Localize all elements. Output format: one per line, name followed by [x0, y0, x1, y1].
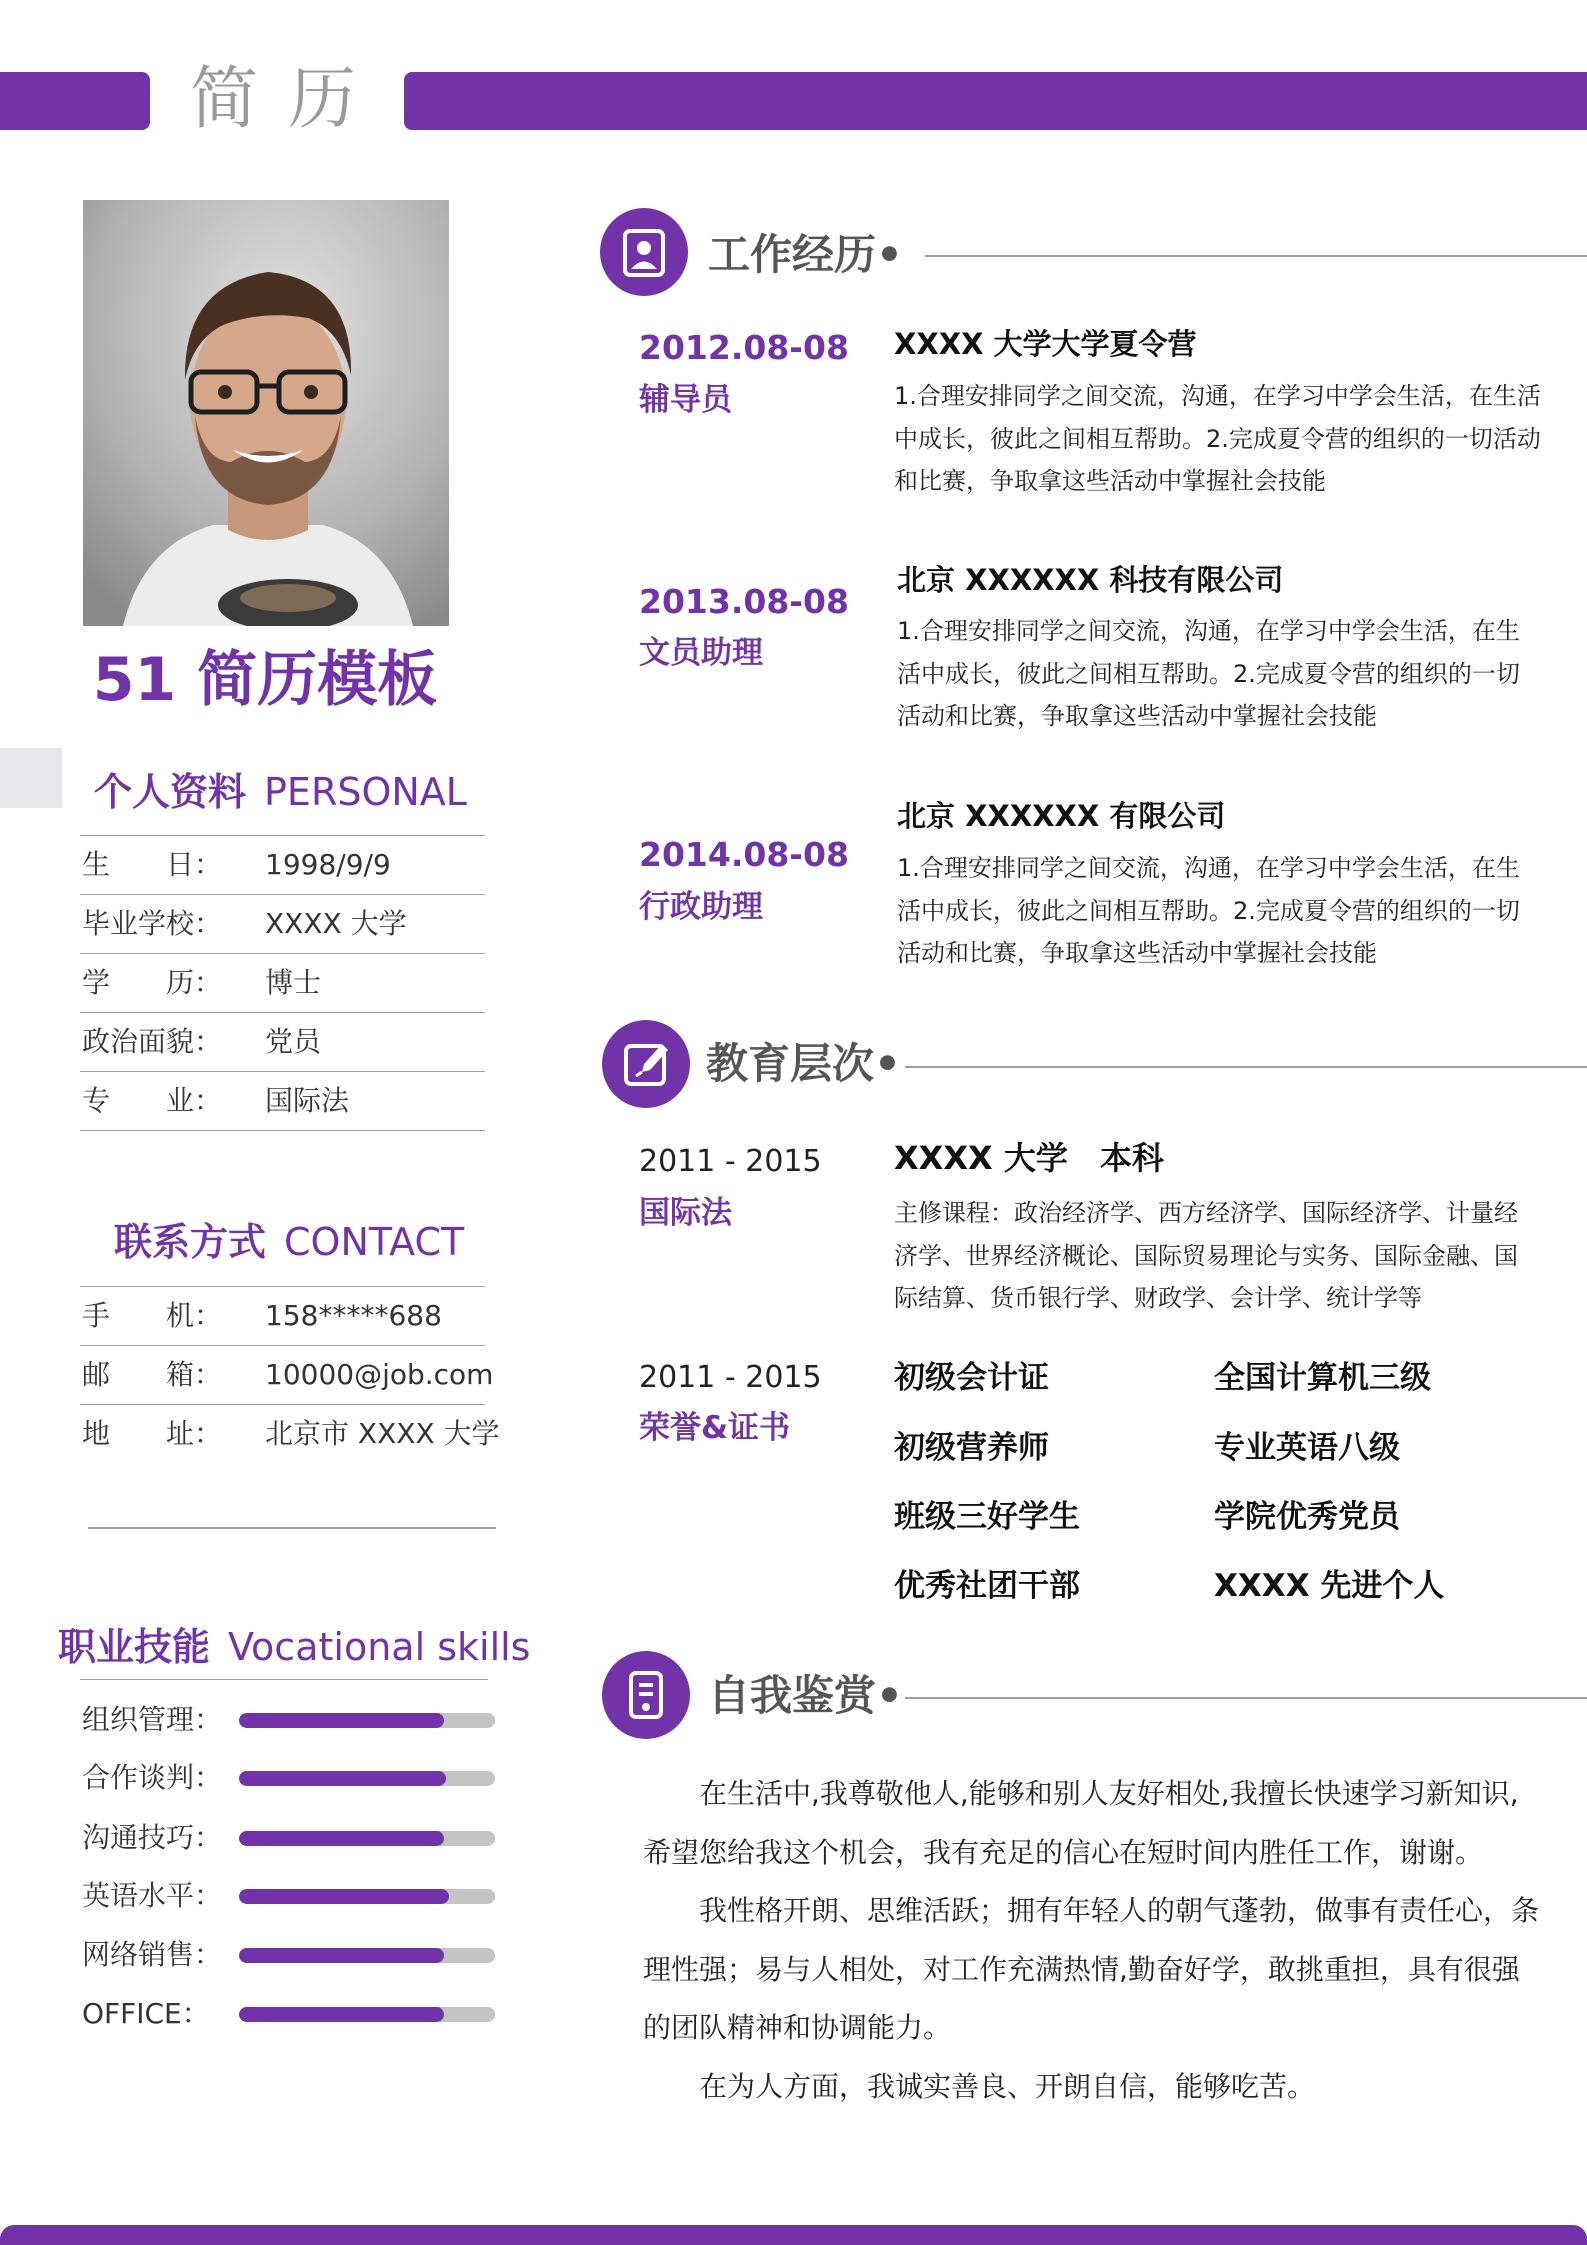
side-tab-marker — [0, 748, 62, 808]
personal-row — [80, 954, 485, 1013]
profile-photo — [83, 200, 449, 626]
skill-bar-fill — [239, 1948, 444, 1963]
personal-row-label: 生 日： — [82, 848, 223, 881]
contact-row — [80, 1405, 500, 1464]
skill-label: 沟通技巧： — [82, 1821, 223, 1854]
skill-bar-track — [239, 1948, 495, 1963]
cert-item: 全国计算机三级 — [1214, 1360, 1431, 1396]
education-courses-line: 主修课程：政治经济学、西方经济学、国际经济学、计量经 — [894, 1199, 1518, 1227]
contact-row-value: 10000@job.com — [265, 1358, 494, 1391]
personal-row-value: 博士 — [265, 966, 322, 999]
personal-heading-en: PERSONAL — [264, 770, 467, 814]
header-bar-left — [0, 72, 150, 130]
skills-top-rule — [80, 1679, 488, 1680]
skill-row — [82, 1700, 502, 1740]
personal-row-value: 党员 — [265, 1025, 322, 1058]
personal-row-value: XXXX 大学 — [265, 907, 407, 940]
education-section-icon — [602, 1020, 690, 1108]
skill-label: OFFICE： — [82, 1997, 210, 2030]
contact-row-value: 158*****688 — [265, 1299, 442, 1332]
skill-row — [82, 1818, 502, 1858]
profile-name: 51 简历模板 — [92, 645, 438, 715]
self-eval-paragraph: 在为人方面，我诚实善良、开朗自信，能够吃苦。 — [699, 2069, 1316, 2103]
work-description — [894, 375, 1574, 503]
skill-label: 组织管理： — [82, 1703, 223, 1736]
honors-label: 荣誉&证书 — [639, 1410, 791, 1446]
work-description-line: 活中成长，彼此之间相互帮助。2.完成夏令营的组织的一切 — [897, 659, 1520, 688]
personal-row-label: 政治面貌： — [82, 1025, 223, 1058]
contact-row-value: 北京市 XXXX 大学 — [265, 1417, 500, 1450]
skill-bar-fill — [239, 2007, 444, 2022]
education-courses — [894, 1192, 1574, 1320]
personal-row-value: 国际法 — [265, 1084, 350, 1117]
contact-heading-cn: 联系方式 — [114, 1220, 267, 1264]
education-heading-rule — [905, 1066, 1587, 1068]
work-role: 辅导员 — [639, 382, 732, 418]
work-description-line: 1.合理安排同学之间交流，沟通，在学习中学会生活，在生活 — [894, 382, 1541, 410]
work-org: XXXX 大学大学夏令营 — [894, 327, 1197, 361]
work-heading: 工作经历• — [708, 230, 903, 279]
work-date: 2012.08-08 — [639, 328, 849, 367]
education-date: 2011 - 2015 — [639, 1144, 822, 1179]
skill-label: 网络销售： — [82, 1938, 223, 1971]
skill-bar-track — [239, 1889, 495, 1904]
contact-heading-en: CONTACT — [284, 1220, 465, 1264]
footer-bar — [0, 2225, 1587, 2245]
personal-row-value: 1998/9/9 — [265, 848, 391, 881]
work-date: 2014.08-08 — [639, 835, 849, 874]
work-role: 行政助理 — [639, 889, 763, 925]
personal-row — [80, 895, 485, 954]
work-description — [897, 610, 1577, 738]
self-eval-section-icon — [602, 1651, 690, 1739]
education-heading: 教育层次• — [706, 1039, 901, 1088]
contact-heading — [114, 1217, 464, 1267]
skill-bar-fill — [239, 1713, 444, 1728]
contact-row — [80, 1346, 494, 1405]
skill-bar-fill — [239, 1771, 446, 1786]
work-description-line: 和比赛，争取拿这些活动中掌握社会技能 — [894, 467, 1326, 495]
cert-item: 班级三好学生 — [894, 1499, 1080, 1535]
work-description-line: 活动和比赛，争取拿这些活动中掌握社会技能 — [897, 702, 1377, 730]
work-section-icon — [600, 208, 688, 296]
honors-date: 2011 - 2015 — [639, 1360, 822, 1395]
skill-label: 合作谈判： — [82, 1761, 223, 1794]
work-date: 2013.08-08 — [639, 582, 849, 621]
work-description-line: 中成长，彼此之间相互帮助。2.完成夏令营的组织的一切活动 — [894, 424, 1541, 453]
education-courses-line: 济学、世界经济概论、国际贸易理论与实务、国际金融、国 — [894, 1241, 1518, 1270]
skill-row — [82, 1758, 502, 1798]
personal-heading — [94, 767, 467, 817]
personal-row-label: 毕业学校： — [82, 907, 223, 940]
education-courses-line: 际结算、货币银行学、财政学、会计学、统计学等 — [894, 1284, 1422, 1312]
work-description-line: 活动和比赛，争取拿这些活动中掌握社会技能 — [897, 939, 1377, 967]
personal-row — [80, 1013, 485, 1072]
skill-label: 英语水平： — [82, 1879, 223, 1912]
education-major: 国际法 — [639, 1195, 732, 1231]
self-eval-heading: 自我鉴赏• — [708, 1671, 903, 1720]
cert-item: 初级会计证 — [894, 1360, 1049, 1396]
cert-item: XXXX 先进个人 — [1214, 1568, 1445, 1604]
contact-row-label: 地 址： — [82, 1417, 223, 1450]
skill-bar-track — [239, 2007, 495, 2022]
personal-heading-cn: 个人资料 — [94, 770, 247, 814]
work-description-line: 1.合理安排同学之间交流，沟通，在学习中学会生活，在生 — [897, 617, 1520, 645]
self-eval-paragraph: 我性格开朗、思维活跃；拥有年轻人的朝气蓬勃，做事有责任心，条理性强；易与人相处，对工作充满热情,勤奋好学，敢挑重担，具有很强的团队精神和协调能力。 — [643, 1894, 1540, 2044]
skill-row — [82, 1935, 502, 1975]
personal-row-label: 学 历： — [82, 966, 223, 999]
skill-bar-track — [239, 1713, 495, 1728]
self-eval-heading-rule — [905, 1697, 1587, 1699]
work-heading-rule — [925, 255, 1587, 257]
cert-item: 学院优秀党员 — [1214, 1499, 1400, 1535]
skill-row — [82, 1876, 502, 1916]
work-role: 文员助理 — [639, 635, 763, 671]
work-description-line: 活中成长，彼此之间相互帮助。2.完成夏令营的组织的一切 — [897, 896, 1520, 925]
skills-heading — [58, 1622, 530, 1672]
skill-bar-fill — [239, 1831, 444, 1846]
self-eval-text — [643, 1765, 1543, 2116]
header-bar-right — [404, 72, 1587, 130]
skills-heading-cn: 职业技能 — [58, 1625, 211, 1669]
work-description — [897, 847, 1577, 975]
contact-row-label: 邮 箱： — [82, 1358, 223, 1391]
cert-item: 初级营养师 — [894, 1430, 1049, 1466]
skill-bar-fill — [239, 1889, 449, 1904]
section-divider — [88, 1527, 496, 1529]
cert-item: 专业英语八级 — [1214, 1430, 1400, 1466]
skills-heading-en: Vocational skills — [228, 1625, 531, 1669]
document-title: 简历 — [190, 60, 387, 139]
cert-item: 优秀社团干部 — [894, 1568, 1080, 1604]
work-org: 北京 XXXXXX 科技有限公司 — [897, 563, 1284, 597]
education-school: XXXX 大学 本科 — [894, 1139, 1164, 1177]
work-description-line: 1.合理安排同学之间交流，沟通，在学习中学会生活，在生 — [897, 854, 1520, 882]
personal-row-label: 专 业： — [82, 1084, 223, 1117]
work-org: 北京 XXXXXX 有限公司 — [897, 799, 1226, 833]
contact-row — [80, 1287, 485, 1346]
skill-bar-track — [239, 1831, 495, 1846]
self-eval-paragraph: 在生活中,我尊敬他人,能够和别人友好相处,我擅长快速学习新知识,希望您给我这个机会，我有充足的信心在短时间内胜任工作，谢谢。 — [643, 1777, 1519, 1869]
personal-row — [80, 836, 485, 895]
skill-bar-track — [239, 1771, 495, 1786]
personal-row — [80, 1072, 485, 1131]
contact-row-label: 手 机： — [82, 1299, 223, 1332]
skill-row — [82, 1994, 502, 2034]
